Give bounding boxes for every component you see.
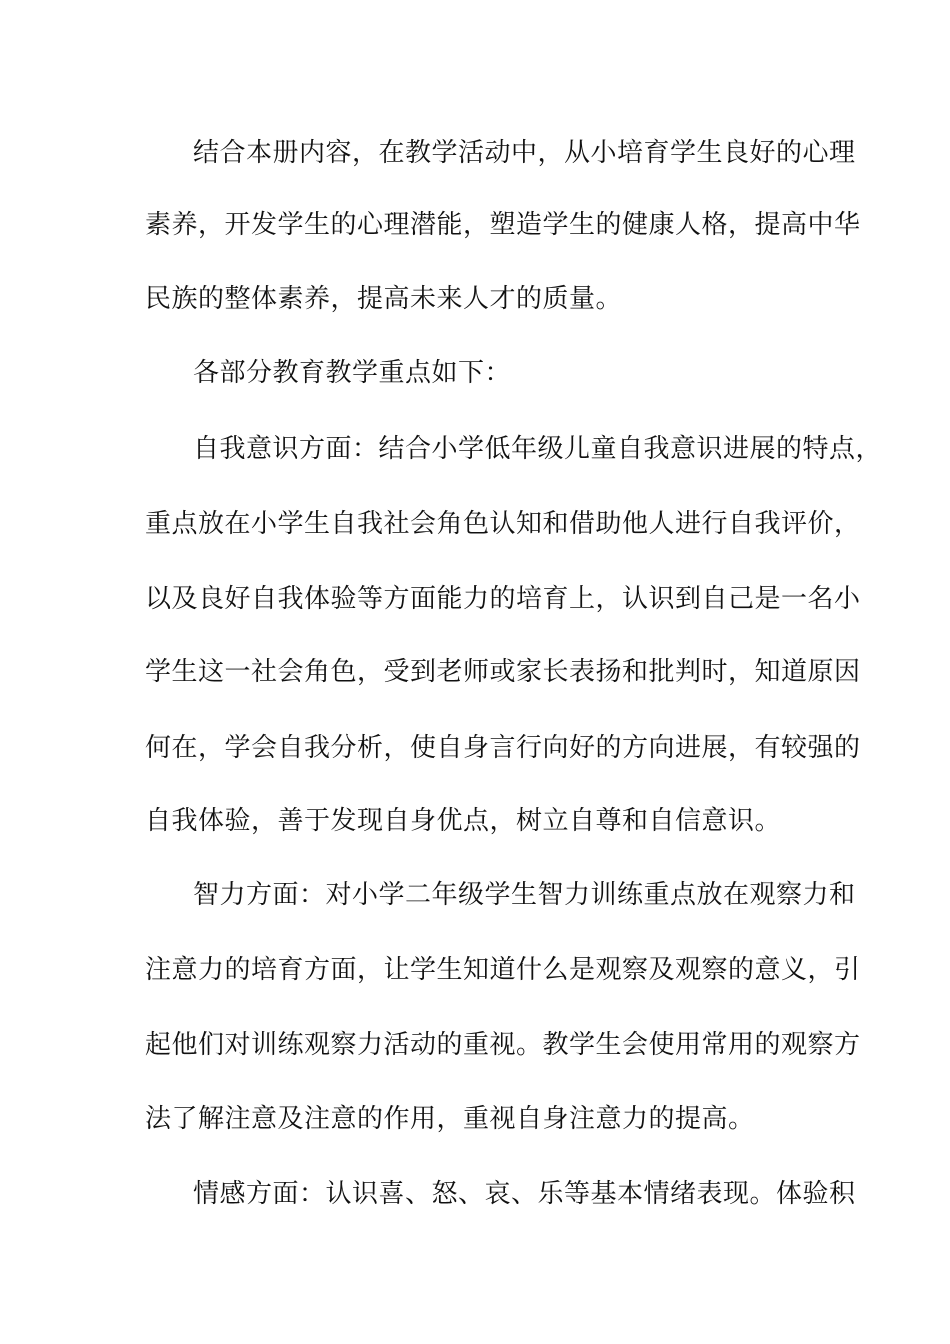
paragraph-3-line-3: 以及良好自我体验等方面能力的培育上，认识到自己是一名小 — [145, 584, 861, 614]
paragraph-1-line-3: 民族的整体素养，提高未来人才的质量。 — [145, 284, 623, 314]
paragraph-2-line-1: 各部分教育教学重点如下： — [193, 358, 512, 388]
paragraph-4-line-2: 注意力的培育方面，让学生知道什么是观察及观察的意义，引 — [145, 955, 861, 985]
paragraph-1-line-1: 结合本册内容，在教学活动中，从小培育学生良好的心理 — [193, 138, 856, 168]
paragraph-4-line-1: 智力方面：对小学二年级学生智力训练重点放在观察力和 — [193, 880, 856, 910]
paragraph-4-line-3: 起他们对训练观察力活动的重视。教学生会使用常用的观察方 — [145, 1030, 861, 1060]
paragraph-4-line-4: 法了解注意及注意的作用，重视自身注意力的提高。 — [145, 1104, 755, 1134]
paragraph-3-line-1: 自我意识方面：结合小学低年级儿童自我意识进展的特点， — [193, 434, 883, 464]
paragraph-3-line-4: 学生这一社会角色，受到老师或家长表扬和批判时，知道原因 — [145, 657, 861, 687]
paragraph-5-line-1: 情感方面：认识喜、怒、哀、乐等基本情绪表现。体验积 — [193, 1179, 856, 1209]
paragraph-1-line-2: 素养，开发学生的心理潜能，塑造学生的健康人格，提高中华 — [145, 210, 861, 240]
paragraph-3-line-5: 何在，学会自我分析，使自身言行向好的方向进展，有较强的 — [145, 733, 861, 763]
paragraph-3-line-2: 重点放在小学生自我社会角色认知和借助他人进行自我评价， — [145, 509, 861, 539]
paragraph-3-line-6: 自我体验，善于发现自身优点，树立自尊和自信意识。 — [145, 806, 782, 836]
